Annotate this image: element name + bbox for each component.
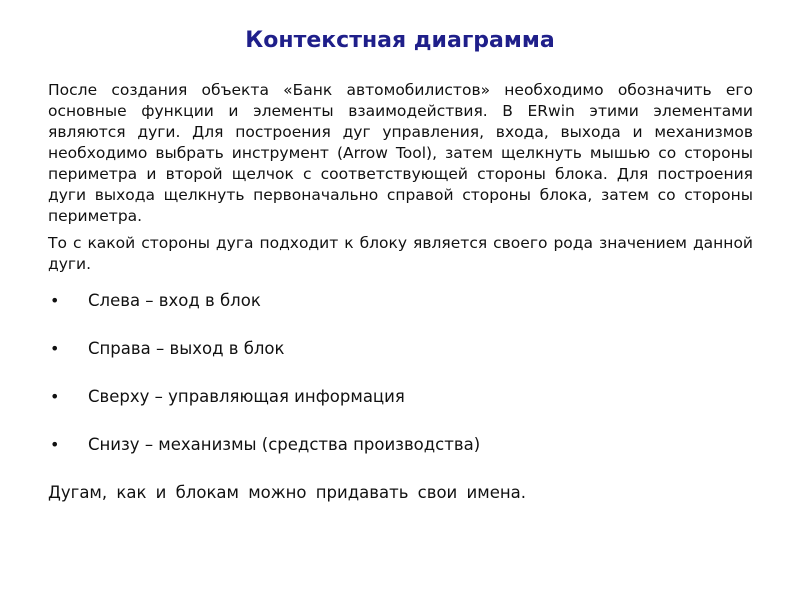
closing-sentence: Дугам, как и блокам можно придавать свои имена. (48, 483, 526, 502)
slide-body (48, 80, 753, 505)
bullet-list (48, 289, 753, 457)
list-item (48, 385, 753, 409)
bullet-text-left: Слева – вход в блок (88, 291, 261, 310)
list-item (48, 433, 753, 457)
bullet-text-right: Справа – выход в блок (88, 339, 285, 358)
slide-title: Контекстная диаграмма (245, 28, 555, 53)
bullet-icon: • (50, 435, 60, 454)
bullet-text-bottom: Снизу – механизмы (средства производства) (88, 435, 481, 454)
bullet-icon: • (50, 291, 60, 310)
bullet-icon: • (50, 339, 60, 358)
paragraph-arc-side-meaning: То с какой стороны дуга подходит к блоку является своего рода значением данной дуги. (48, 234, 753, 273)
list-item (48, 289, 753, 313)
list-item (48, 337, 753, 361)
bullet-text-top: Сверху – управляющая информация (88, 387, 405, 406)
paragraph-arcs-description: После создания объекта «Банк автомобилистов» необходимо обозначить его основные функции и элементы взаимодействия. В ERwin этими элементами являются дуги. Для построения дуг управления, входа, выхода и механизмов необходимо выбрать инструмент (Arrow Tool), затем щелкнуть мышью со стороны периметра и второй щелчок с соответствующей стороны блока. Для построения дуги выхода щелкнуть первоначально справой стороны блока, затем со стороны периметра. (48, 81, 753, 225)
bullet-icon: • (50, 387, 60, 406)
